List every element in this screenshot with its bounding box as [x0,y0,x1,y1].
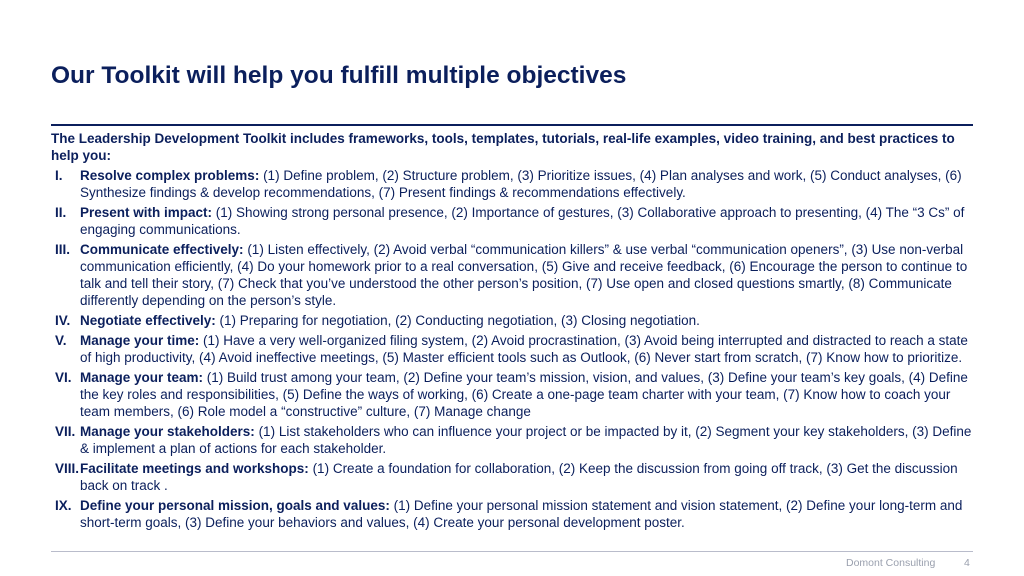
list-item [51,497,973,531]
item-number: III. [55,242,71,257]
item-heading: Manage your stakeholders: [80,424,255,439]
item-heading: Define your personal mission, goals and values: [80,498,390,513]
footer-divider [51,551,973,552]
item-heading: Manage your team: [80,370,204,385]
item-text: (1) Define your personal mission statement and vision statement, (2) Define your long-term and short-term goals, (3) Define your behaviors and values, (4) Create your personal development poster. [80,498,963,530]
list-item [51,167,973,201]
item-heading: Negotiate effectively: [80,313,216,328]
item-text: (1) Showing strong personal presence, (2) Importance of gestures, (3) Collaborative approach to presenting, (4) The “3 Cs” of engaging communications. [80,205,965,237]
item-number: VIII. [55,461,80,476]
footer-company-name: Domont Consulting [846,557,936,569]
list-item [51,204,973,238]
item-heading: Present with impact: [80,205,213,220]
item-number: VII. [55,424,76,439]
item-heading: Facilitate meetings and workshops: [80,461,309,476]
item-number: VI. [55,370,72,385]
item-number: I. [55,168,63,183]
intro-text: The Leadership Development Toolkit includes frameworks, tools, templates, tutorials, real-life examples, video training, and best practices to help you: [51,131,955,163]
content-body [51,130,973,531]
list-item [51,312,973,329]
item-number: V. [55,333,67,348]
item-heading: Resolve complex problems: [80,168,260,183]
item-text: (1) Create a foundation for collaboration, (2) Keep the discussion from going off track, (3) Get the discussion back on track . [80,461,958,493]
item-text: (1) Have a very well-organized filing system, (2) Avoid procrastination, (3) Avoid being interrupted and distracted to reach a state of high productivity, (4) Avoid ineffective meetings, (5) Master efficient tools such as Outlook, (6) Never start from scratch, (7) Know how to prioritize. [80,333,968,365]
item-heading: Manage your time: [80,333,200,348]
item-number: IX. [55,498,72,513]
list-item [51,332,973,366]
list-item [51,369,973,420]
title-divider [51,124,973,126]
list-item [51,241,973,309]
item-number: II. [55,205,67,220]
list-item [51,460,973,494]
item-text: (1) Define problem, (2) Structure problem, (3) Prioritize issues, (4) Plan analyses and work, (5) Conduct analyses, (6) Synthesize findings & develop recommendations, (7) Present findings & recommendations effectively. [80,168,962,200]
list-item [51,423,973,457]
item-text: (1) Listen effectively, (2) Avoid verbal “communication killers” & use verbal “communication openers”, (3) Use non-verbal communication efficiently, (4) Do your homework prior to a real conversation, (5) Give and receive feedback, (6) Encourage the person to continue to talk and tell their story, (7) Check that you’ve understood the other person’s position, (7) Use open and closed questions smartly, (8) Communicate differently depending on the person’s style. [80,242,968,308]
item-heading: Communicate effectively: [80,242,244,257]
item-text: (1) Build trust among your team, (2) Define your team’s mission, vision, and values, (3) Define your team’s key goals, (4) Define the key roles and responsibilities, (5) Define the ways of working, (6) Create a one-page team charter with your team, (7) Know how to coach your team members, (6) Role model a “constructive” culture, (7) Manage change [80,370,968,419]
page-number: 4 [964,557,970,569]
item-text: (1) List stakeholders who can influence your project or be impacted by it, (2) Segment your key stakeholders, (3) Define & implement a plan of actions for each stakeholder. [80,424,972,456]
page-title: Our Toolkit will help you fulfill multiple objectives [51,62,627,89]
item-text: (1) Preparing for negotiation, (2) Conducting negotiation, (3) Closing negotiation. [215,313,700,328]
item-number: IV. [55,313,71,328]
